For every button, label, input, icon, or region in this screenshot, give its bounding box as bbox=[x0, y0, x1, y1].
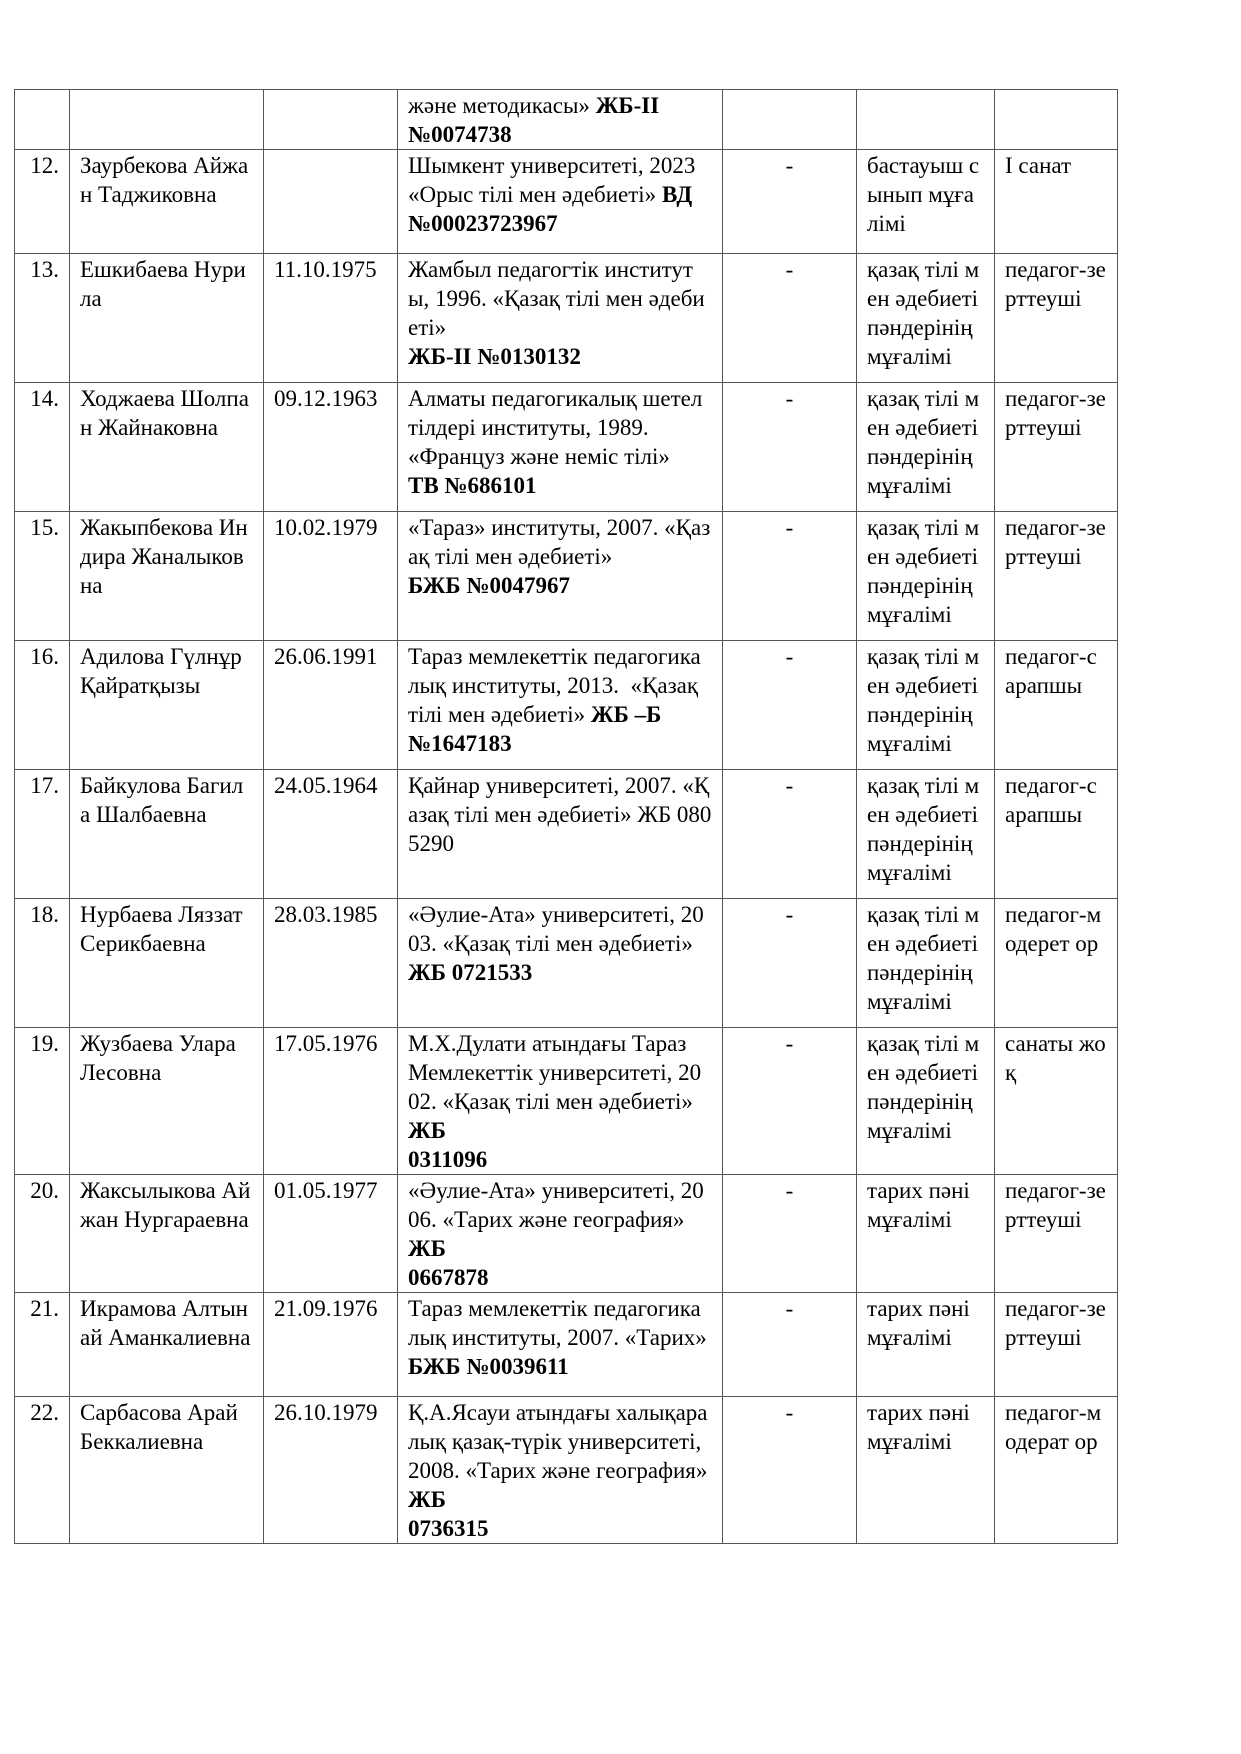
table-row bbox=[15, 150, 1118, 254]
education-text: Тараз мемлекеттік педагогикалық институты, 2013. «Қазақ тілі мен әдебиеті» bbox=[408, 644, 704, 727]
diploma-number: 0311096 bbox=[408, 1147, 488, 1172]
diploma-number: ЖБ-II bbox=[595, 93, 660, 118]
birth-date bbox=[264, 150, 398, 254]
diploma-number: ЖБ bbox=[408, 1487, 446, 1512]
subject: қазақ тілі мен әдебиеті пәндерінің мұғалімі bbox=[857, 899, 995, 1028]
subject: қазақ тілі мен әдебиеті пәндерінің мұғалімі bbox=[857, 254, 995, 383]
education-info bbox=[398, 1028, 728, 1175]
subject: тарих пәні мұғалімі bbox=[857, 1175, 995, 1293]
experience-dash: - bbox=[723, 1397, 857, 1544]
table-row bbox=[15, 1175, 1118, 1293]
diploma-number: 0736315 bbox=[408, 1516, 489, 1541]
birth-date: 28.03.1985 bbox=[264, 899, 398, 1028]
education-text: Қ.А.Ясауи атындағы халықаралық қазақ-түрік университеті, 2008. «Тарих және география» bbox=[408, 1400, 714, 1483]
full-name: Сарбасова Арай Беккалиевна bbox=[70, 1397, 264, 1544]
row-number: 21. bbox=[15, 1293, 70, 1397]
education-info bbox=[398, 770, 723, 899]
category: педагог-модерет ор bbox=[995, 899, 1118, 1028]
education-text: Қайнар университеті, 2007. «Қазақ тілі мен әдебиеті» ЖБ 0805290 bbox=[408, 773, 712, 856]
diploma-number: №0074738 bbox=[408, 122, 512, 147]
birth-date: 10.02.1979 bbox=[264, 512, 398, 641]
experience-dash: - bbox=[723, 1293, 857, 1397]
education-info bbox=[398, 1397, 723, 1544]
table-row bbox=[15, 1028, 1118, 1175]
category: педагог-сарапшы bbox=[995, 641, 1118, 770]
table-row bbox=[15, 1293, 1118, 1397]
category: санаты жоқ bbox=[995, 1028, 1118, 1175]
subject: қазақ тілі мен әдебиеті пәндерінің мұғалімі bbox=[857, 512, 995, 641]
full-name: Жаксылыкова Айжан Нургараевна bbox=[70, 1175, 264, 1293]
table-row bbox=[15, 383, 1118, 512]
diploma-number: ВД bbox=[661, 182, 693, 207]
experience-dash: - bbox=[723, 512, 857, 641]
education-text: Тараз мемлекеттік педагогикалық институты, 2007. «Тарих» bbox=[408, 1296, 707, 1350]
full-name: Заурбекова Айжан Таджиковна bbox=[70, 150, 264, 254]
table-row bbox=[15, 770, 1118, 899]
birth-date: 24.05.1964 bbox=[264, 770, 398, 899]
education-info bbox=[398, 90, 723, 150]
category: педагог-зерттеуші bbox=[995, 383, 1118, 512]
full-name: Ешкибаева Нурила bbox=[70, 254, 264, 383]
category: педагог-зерттеуші bbox=[995, 1175, 1118, 1293]
experience-dash: - bbox=[723, 770, 857, 899]
category: I санат bbox=[995, 150, 1118, 254]
row-number: 14. bbox=[15, 383, 70, 512]
row-number: 22. bbox=[15, 1397, 70, 1544]
diploma-number: БЖБ №0039611 bbox=[408, 1354, 569, 1379]
subject: қазақ тілі мен әдебиеті пәндерінің мұғалімі bbox=[857, 770, 995, 899]
experience-dash: - bbox=[723, 1175, 857, 1293]
document-page bbox=[14, 89, 1118, 1544]
birth-date: 26.10.1979 bbox=[264, 1397, 398, 1544]
table-row bbox=[15, 254, 1118, 383]
diploma-number: БЖБ №0047967 bbox=[408, 573, 570, 598]
education-info bbox=[398, 383, 723, 512]
education-text: «Әулие-Ата» университеті, 2006. «Тарих және география» bbox=[408, 1178, 737, 1232]
table-row bbox=[15, 641, 1118, 770]
full-name: Адилова Гүлнұр Қайратқызы bbox=[70, 641, 264, 770]
education-text: «Француз және неміс тілі» bbox=[408, 444, 670, 469]
experience-dash: - bbox=[723, 383, 857, 512]
education-text: Шымкент университеті, 2023 «Орыс тілі мен әдебиеті» bbox=[408, 153, 702, 207]
table-row bbox=[15, 1397, 1118, 1544]
category: педагог-зерттеуші bbox=[995, 254, 1118, 383]
row-number bbox=[15, 90, 70, 150]
experience-dash: - bbox=[723, 150, 857, 254]
diploma-number: №00023723967 bbox=[408, 211, 558, 236]
education-info bbox=[398, 899, 723, 1028]
birth-date: 26.06.1991 bbox=[264, 641, 398, 770]
subject: қазақ тілі мен әдебиеті пәндерінің мұғалімі bbox=[857, 1028, 995, 1175]
education-info bbox=[398, 512, 723, 641]
subject bbox=[857, 90, 995, 150]
experience-dash: - bbox=[723, 254, 857, 383]
full-name: Жакыпбекова Индира Жаналыковна bbox=[70, 512, 264, 641]
education-text: Жамбыл педагогтік институты, 1996. «Қазақ тілі мен әдебиеті» bbox=[408, 257, 705, 340]
row-number: 13. bbox=[15, 254, 70, 383]
education-info bbox=[398, 641, 723, 770]
full-name: Ходжаева Шолпан Жайнаковна bbox=[70, 383, 264, 512]
subject: тарих пәні мұғалімі bbox=[857, 1293, 995, 1397]
subject: қазақ тілі мен әдебиеті пәндерінің мұғалімі bbox=[857, 383, 995, 512]
diploma-number: ТВ №686101 bbox=[408, 473, 537, 498]
row-number: 20. bbox=[15, 1175, 70, 1293]
experience-dash: - bbox=[723, 1028, 857, 1175]
full-name: Икрамова Алтынай Аманкалиевна bbox=[70, 1293, 264, 1397]
education-info bbox=[398, 1175, 737, 1293]
diploma-number: ЖБ bbox=[408, 1118, 446, 1143]
birth-date: 01.05.1977 bbox=[264, 1175, 398, 1293]
education-text: және методикасы» bbox=[408, 93, 596, 118]
subject: қазақ тілі мен әдебиеті пәндерінің мұғалімі bbox=[857, 641, 995, 770]
education-info bbox=[398, 254, 723, 383]
birth-date bbox=[264, 90, 398, 150]
table-row bbox=[15, 899, 1118, 1028]
row-number: 19. bbox=[15, 1028, 70, 1175]
category: педагог-зерттеуші bbox=[995, 1293, 1118, 1397]
birth-date: 21.09.1976 bbox=[264, 1293, 398, 1397]
diploma-number: ЖБ-II №0130132 bbox=[408, 344, 581, 369]
education-text: Алматы педагогикалық шетел тілдері институты, 1989. bbox=[408, 386, 709, 440]
experience-dash: - bbox=[723, 899, 857, 1028]
table-body bbox=[15, 90, 1118, 1544]
category: педагог-модерат ор bbox=[995, 1397, 1118, 1544]
diploma-number: ЖБ –Б bbox=[590, 702, 662, 727]
subject: тарих пәні мұғалімі bbox=[857, 1397, 995, 1544]
education-text: «Әулие-Ата» университеті, 2003. «Қазақ тілі мен әдебиеті» bbox=[408, 902, 704, 956]
birth-date: 11.10.1975 bbox=[264, 254, 398, 383]
table-row bbox=[15, 90, 1118, 150]
full-name: Байкулова Багила Шалбаевна bbox=[70, 770, 264, 899]
full-name: Жузбаева Улара Лесовна bbox=[70, 1028, 264, 1175]
diploma-number: ЖБ 0721533 bbox=[408, 960, 533, 985]
experience-dash: - bbox=[723, 641, 857, 770]
staff-table bbox=[14, 89, 1118, 1544]
education-text: М.Х.Дулати атындағы Тараз Мемлекеттік университеті, 2002. «Қазақ тілі мен әдебиеті» bbox=[408, 1031, 728, 1114]
row-number: 12. bbox=[15, 150, 70, 254]
birth-date: 17.05.1976 bbox=[264, 1028, 398, 1175]
subject: бастауыш сынып мұғалімі bbox=[857, 150, 995, 254]
category bbox=[995, 90, 1118, 150]
education-info bbox=[398, 150, 723, 254]
row-number: 18. bbox=[15, 899, 70, 1028]
row-number: 15. bbox=[15, 512, 70, 641]
category: педагог-зерттеуші bbox=[995, 512, 1118, 641]
diploma-number: 0667878 bbox=[408, 1265, 489, 1290]
education-text: «Тараз» институты, 2007. «Қазақ тілі мен әдебиеті» bbox=[408, 515, 711, 569]
diploma-number: ЖБ bbox=[408, 1236, 446, 1261]
birth-date: 09.12.1963 bbox=[264, 383, 398, 512]
full-name: Нурбаева Ляззат Серикбаевна bbox=[70, 899, 264, 1028]
row-number: 16. bbox=[15, 641, 70, 770]
table-row bbox=[15, 512, 1118, 641]
row-number: 17. bbox=[15, 770, 70, 899]
full-name bbox=[70, 90, 264, 150]
diploma-number: №1647183 bbox=[408, 731, 512, 756]
category: педагог-сарапшы bbox=[995, 770, 1118, 899]
education-info bbox=[398, 1293, 723, 1397]
experience-dash bbox=[723, 90, 857, 150]
